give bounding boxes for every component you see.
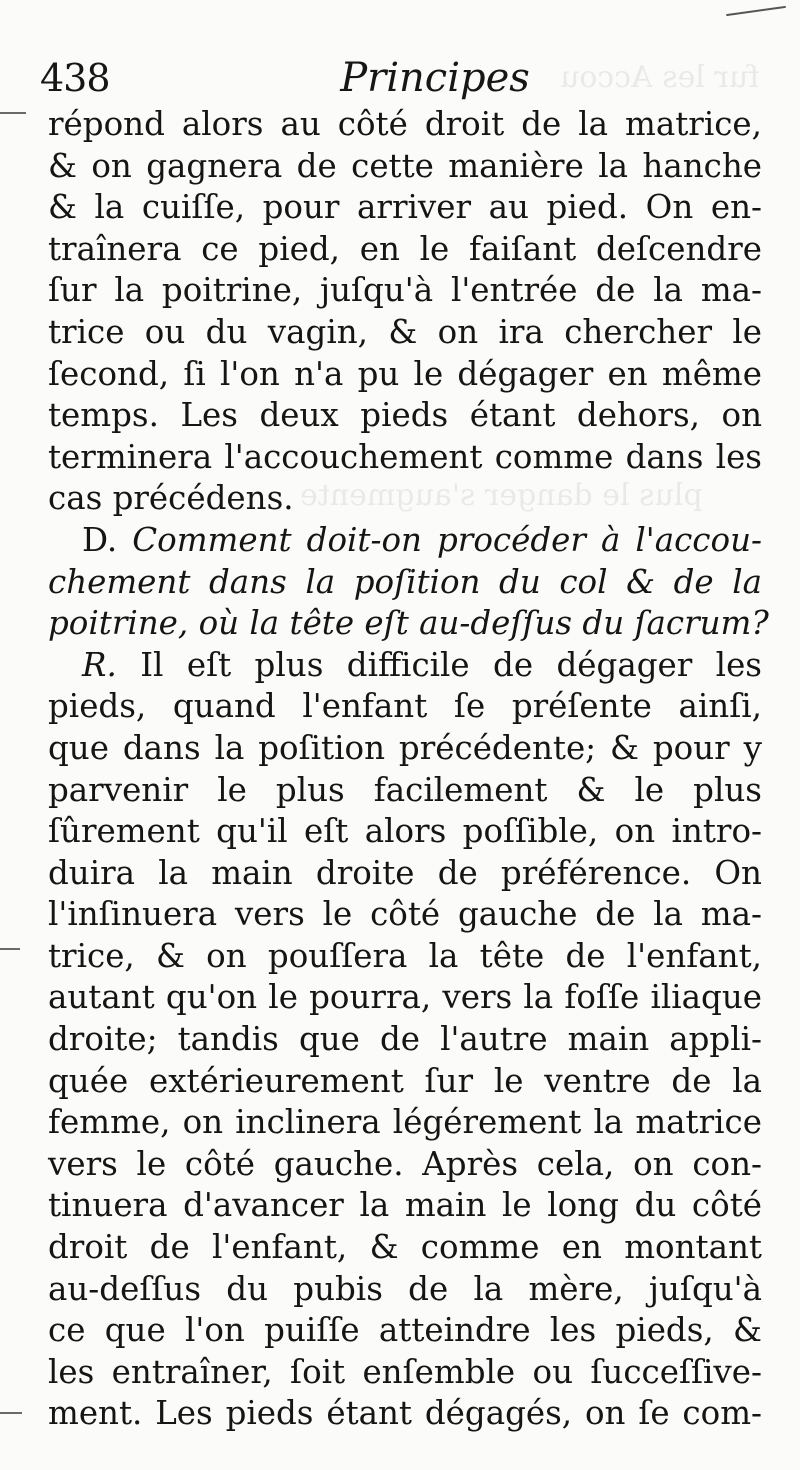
body-text — [48, 104, 769, 1435]
text-line: ſûrement qu'il eſt alors poſſible, on intro- — [48, 812, 762, 851]
scan-mark — [0, 112, 26, 114]
show-through: plus le danger s'augmente — [300, 478, 703, 513]
text-line: quée extérieurement ſur le ventre de la — [48, 1061, 762, 1100]
text-line: autant qu'on le pourra, vers la foſſe iliaque — [48, 978, 762, 1017]
text-line: les entraîner, ſoit enſemble ou ſucceſſive- — [48, 1352, 762, 1391]
question-text: Comment doit-on procéder à l'accou- — [132, 520, 762, 559]
text-line: terminera l'accouchement comme dans les — [48, 437, 762, 476]
scan-mark — [0, 1412, 22, 1414]
text-line: que dans la poſition précédente; & pour y — [48, 728, 762, 767]
scan-mark — [726, 6, 786, 16]
text-line: droite; tandis que de l'autre main appli- — [48, 1020, 762, 1059]
show-through: fur les Accou — [560, 60, 760, 95]
page-number: 438 — [40, 56, 110, 100]
question-line: poitrine, où la tête eſt au-deſſus du ſacrum? — [48, 604, 769, 643]
text-line: l'inſinuera vers le côté gauche de la ma- — [48, 895, 762, 934]
text-line: ſur la poitrine, juſqu'à l'entrée de la ma- — [48, 271, 762, 310]
text-line: parvenir le plus facilement & le plus — [48, 770, 762, 809]
question-line — [48, 520, 762, 562]
text-line: trice ou du vagin, & on ira chercher le — [48, 312, 762, 351]
text-line: ment. Les pieds étant dégagés, on ſe com- — [48, 1394, 762, 1433]
running-title: Principes — [340, 55, 530, 101]
text-line: répond alors au côté droit de la matrice, — [48, 105, 762, 143]
text-line: au-deſſus du pubis de la mère, juſqu'à — [48, 1269, 762, 1308]
text-line: vers le côté gauche. Après cela, on con- — [48, 1144, 762, 1183]
text-line: temps. Les deux pieds étant dehors, on — [48, 396, 762, 435]
text-line: droit de l'enfant, & comme en montant — [48, 1228, 762, 1267]
text-line: tinuera d'avancer la main le long du côté — [48, 1186, 762, 1225]
answer-text: Il eſt plus difficile de dégager les — [140, 645, 762, 684]
text-line: ce que l'on puiſſe atteindre les pieds, & — [48, 1311, 762, 1350]
text-line: & on gagnera de cette manière la hanche — [48, 146, 762, 185]
text-line: traînera ce pied, en le faiſant deſcendre — [48, 229, 762, 268]
question-lead: D. — [82, 520, 118, 559]
question-line: chement dans la poſition du col & de la — [48, 562, 762, 601]
scan-mark — [0, 948, 20, 950]
answer-lead: R. — [82, 645, 117, 684]
text-line: duira la main droite de préférence. On — [48, 853, 762, 892]
page-header — [40, 52, 760, 104]
text-line: ſecond, ſi l'on n'a pu le dégager en même — [48, 354, 762, 393]
text-line: femme, on inclinera légérement la matrice — [48, 1103, 762, 1142]
text-line: trice, & on pouſſera la tête de l'enfant, — [48, 936, 762, 975]
text-line: pieds, quand l'enfant ſe préſente ainſi, — [48, 687, 762, 726]
text-line: cas précédens. — [48, 479, 294, 518]
text-line: & la cuiſſe, pour arriver au pied. On en- — [48, 188, 762, 227]
answer-line — [48, 645, 762, 687]
